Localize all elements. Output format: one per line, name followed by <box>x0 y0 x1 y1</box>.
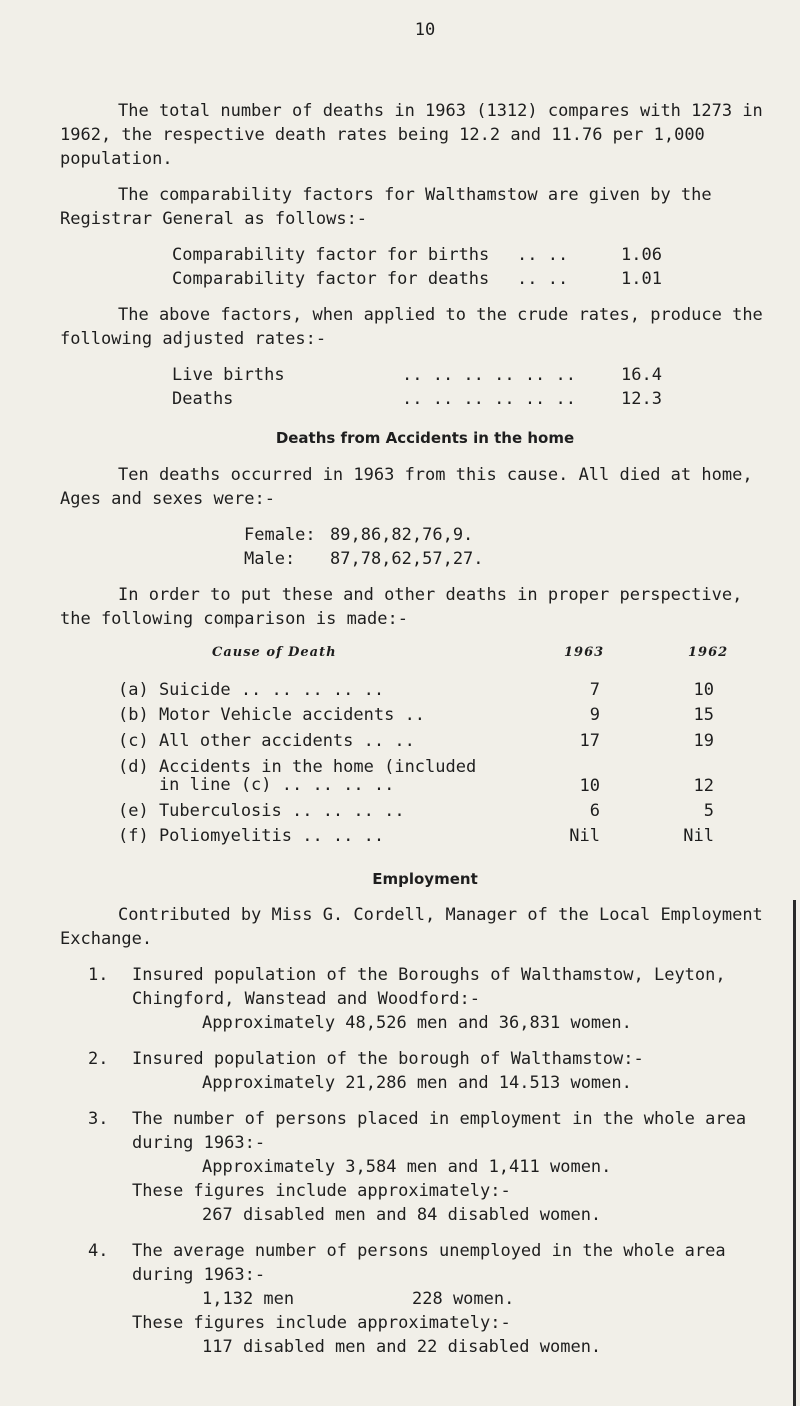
comparison-row-a-1962: 10 <box>693 680 714 700</box>
employment-item-2-number: 2. <box>88 1049 109 1069</box>
intro-line-1: The total number of deaths in 1963 (1312) compares with 1273 in <box>118 101 763 121</box>
adjusted-live-births-dots: .. .. .. .. .. .. <box>402 365 576 385</box>
employment-item-4-line-1: The average number of persons unemployed in the whole area <box>132 1241 726 1261</box>
male-ages: 87,78,62,57,27. <box>330 549 484 569</box>
employment-item-1-number: 1. <box>88 965 109 985</box>
comparability-deaths-value: 1.01 <box>621 269 662 289</box>
employment-item-3-line-4: These figures include approximately:- <box>132 1181 511 1201</box>
adjusted-line-1: The above factors, when applied to the crude rates, produce the <box>118 305 763 325</box>
employment-item-3-line-5: 267 disabled men and 84 disabled women. <box>202 1205 602 1225</box>
comparability-births-label: Comparability factor for births <box>172 245 490 265</box>
employment-item-4-line-4: These figures include approximately:- <box>132 1313 511 1333</box>
header-1962: 1962 <box>688 645 729 660</box>
employment-item-3-line-2: during 1963:- <box>132 1133 266 1153</box>
intro-line-3: population. <box>60 149 173 169</box>
accidents-heading: Deaths from Accidents in the home <box>275 429 575 447</box>
employment-item-3-number: 3. <box>88 1109 109 1129</box>
comparison-row-e-1962: 5 <box>703 801 714 821</box>
intro-line-2: 1962, the respective death rates being 12.2 and 11.76 per 1,000 <box>60 125 705 145</box>
employment-item-1-line-1: Insured population of the Boroughs of Walthamstow, Leyton, <box>132 965 726 985</box>
comparison-row-d-cause: (d) Accidents in the home (included <box>118 757 477 777</box>
adjusted-deaths-label: Deaths <box>172 389 234 409</box>
employment-item-4-line-2: during 1963:- <box>132 1265 266 1285</box>
comparison-row-b-cause: (b) Motor Vehicle accidents .. <box>118 705 426 725</box>
employment-item-4-women: 228 women. <box>412 1289 515 1309</box>
comparison-row-a-cause: (a) Suicide .. .. .. .. .. <box>118 680 385 700</box>
comparison-row-c-cause: (c) All other accidents .. .. <box>118 731 415 751</box>
employment-heading: Employment <box>372 870 478 888</box>
comparison-row-b-1962: 15 <box>693 705 714 725</box>
comparison-line-1: In order to put these and other deaths in proper perspective, <box>118 585 743 605</box>
comparability-deaths-label: Comparability factor for deaths <box>172 269 490 289</box>
comparison-row-d-cause-continued: in line (c) .. .. .. .. <box>118 775 395 795</box>
header-cause-of-death: Cause of Death <box>212 645 337 660</box>
adjusted-deaths-value: 12.3 <box>621 389 662 409</box>
employment-item-3-line-1: The number of persons placed in employment in the whole area <box>132 1109 747 1129</box>
comparison-row-c-1963: 17 <box>579 731 600 751</box>
comparison-row-f-1963: Nil <box>569 826 600 846</box>
comparison-row-f-cause: (f) Poliomyelitis .. .. .. <box>118 826 385 846</box>
employment-item-3-line-3: Approximately 3,584 men and 1,411 women. <box>202 1157 612 1177</box>
comparison-row-e-cause: (e) Tuberculosis .. .. .. .. <box>118 801 405 821</box>
comparison-row-b-1963: 9 <box>589 705 600 725</box>
accidents-line-2: Ages and sexes were:- <box>60 489 275 509</box>
comparability-line-1: The comparability factors for Walthamstow are given by the <box>118 185 712 205</box>
male-label: Male: <box>244 549 296 569</box>
employment-item-4-men: 1,132 men <box>202 1289 295 1309</box>
comparability-births-value: 1.06 <box>621 245 662 265</box>
page-number: 10 <box>414 20 436 40</box>
employment-item-1-line-3: Approximately 48,526 men and 36,831 women. <box>202 1013 632 1033</box>
accidents-line-1: Ten deaths occurred in 1963 from this cause. All died at home, <box>118 465 753 485</box>
employment-item-4-line-5: 117 disabled men and 22 disabled women. <box>202 1337 602 1357</box>
comparison-row-d-1962: 12 <box>693 776 714 796</box>
employment-line-1: Contributed by Miss G. Cordell, Manager of the Local Employment <box>118 905 763 925</box>
comparability-deaths-dots: .. .. <box>517 269 569 289</box>
employment-item-1-line-2: Chingford, Wanstead and Woodford:- <box>132 989 480 1009</box>
comparability-line-2: Registrar General as follows:- <box>60 209 368 229</box>
employment-item-4-number: 4. <box>88 1241 109 1261</box>
employment-item-2-line-2: Approximately 21,286 men and 14.513 women. <box>202 1073 632 1093</box>
employment-item-2-line-1: Insured population of the borough of Walthamstow:- <box>132 1049 644 1069</box>
employment-line-2: Exchange. <box>60 929 153 949</box>
adjusted-line-2: following adjusted rates:- <box>60 329 327 349</box>
comparison-row-d-1963: 10 <box>579 776 600 796</box>
comparison-row-e-1963: 6 <box>589 801 600 821</box>
comparison-row-a-1963: 7 <box>589 680 600 700</box>
adjusted-deaths-dots: .. .. .. .. .. .. <box>402 389 576 409</box>
header-1963: 1963 <box>564 645 605 660</box>
adjusted-live-births-label: Live births <box>172 365 285 385</box>
comparison-line-2: the following comparison is made:- <box>60 609 408 629</box>
comparison-row-f-1962: Nil <box>683 826 714 846</box>
page-edge-shadow <box>793 900 796 1406</box>
female-ages: 89,86,82,76,9. <box>330 525 474 545</box>
comparability-births-dots: .. .. <box>517 245 569 265</box>
adjusted-live-births-value: 16.4 <box>621 365 662 385</box>
female-label: Female: <box>244 525 316 545</box>
comparison-row-c-1962: 19 <box>693 731 714 751</box>
